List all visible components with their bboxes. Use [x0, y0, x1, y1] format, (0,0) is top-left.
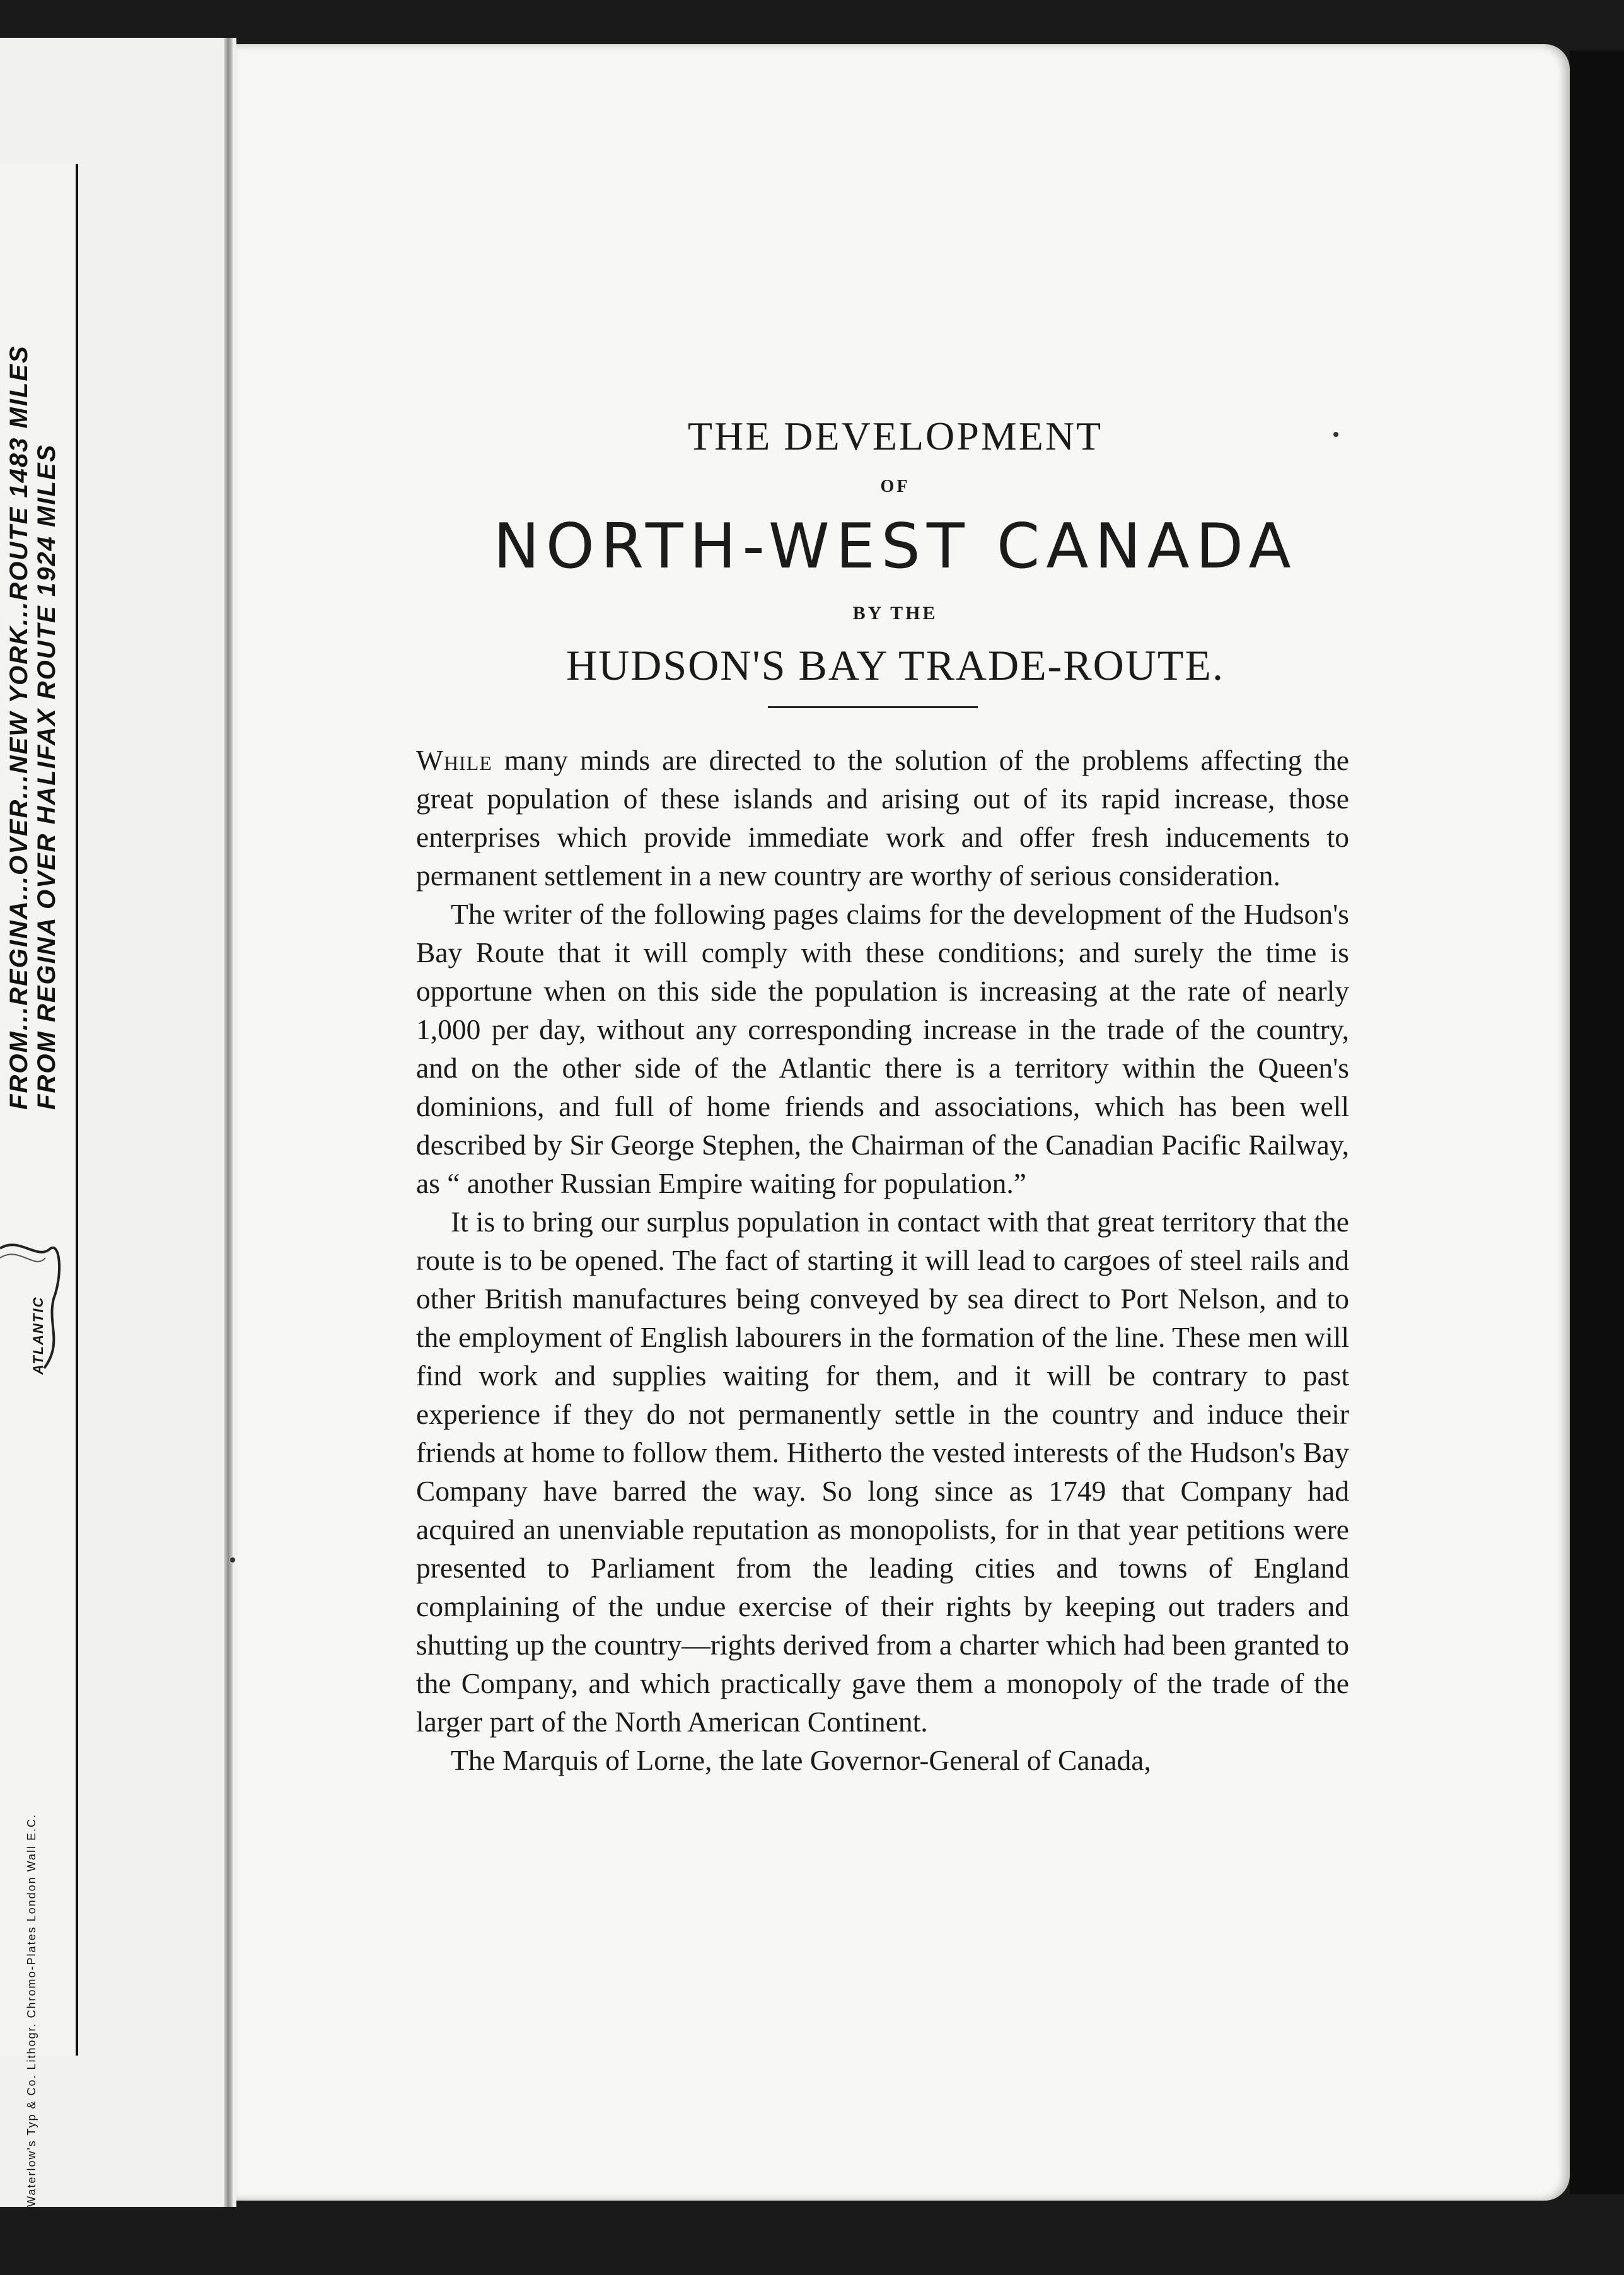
subtitle: HUDSON'S BAY TRADE-ROUTE. [566, 641, 1224, 689]
paragraph-1 [416, 741, 1349, 895]
paragraph-1-text: many minds are directed to the solution of the problems affecting the great population of these islands and arising out of its rapid increase, those enterprises which provide immediate work and offer fresh inducements to permanent settlement in a new country are worthy of serious consideration. [416, 744, 1349, 892]
lead-word: While [416, 744, 492, 776]
page-fold [224, 38, 233, 2207]
body-text [416, 741, 1349, 1779]
title-line-1: THE DEVELOPMENT [687, 414, 1103, 458]
speck [230, 1557, 235, 1562]
coastline-drawing [0, 1223, 69, 1375]
paragraph-4: The Marquis of Lorne, the late Governor-General of Canada, [451, 1744, 1151, 1776]
folded-map [0, 164, 78, 2207]
route-label-halifax: FROM REGINA OVER HALIFAX ROUTE 1924 MILES [33, 443, 61, 1110]
title-rule [768, 706, 978, 708]
title-line-2: OF [880, 477, 910, 496]
speck [1333, 432, 1338, 437]
paragraph-2: The writer of the following pages claims for the development of the Hudson's Bay Route that it will comply with these conditions; and surely the time is opportune when on this side the population is increasing at the rate of nearly 1,000 per day, without any corresponding increase in the trade of the country, and on the other side of the Atlantic there is a territory within the Queen's dominions, and full of home friends and associations, which has been well described by Sir George Stephen, the Chairman of the Canadian Pacific Railway, as “ another Russian Empire waiting for population.” [416, 898, 1349, 1199]
printer-credit: Waterlow's Typ & Co. Lithogr. Chromo-Plates London Wall E.C. [25, 1813, 38, 2207]
ocean-label: ATLANTIC [30, 1296, 46, 1375]
title-line-4: BY THE [852, 603, 938, 624]
route-label-new-york: FROM...REGINA...OVER...NEW YORK...ROUTE 1483 MILES [5, 345, 33, 1110]
title-main: NORTH-WEST CANADA [493, 511, 1297, 583]
adjoining-map-page [0, 38, 236, 2207]
document-page [236, 44, 1570, 2201]
paragraph-3: It is to bring our surplus population in contact with that great territory that the route is to be opened. The fact of starting it will lead to cargoes of steel rails and other British manufactures being conveyed by sea direct to Port Nelson, and to the employment of English labourers in the formation of the line. These men will find work and supplies waiting for them, and it will be contrary to past experience if they do not permanently settle in the country and induce their friends at home to follow them. Hitherto the vested interests of the Hudson's Bay Company have barred the way. So long since as 1749 that Company had acquired an unenviable reputation as monopolists, for in that year petitions were presented to Parliament from the leading cities and towns of England complaining of the undue exercise of their rights by keeping out traders and shutting up the country—rights derived from a charter which had been granted to the Company, and which practically gave them a monopoly of the trade of the larger part of the North American Continent. [416, 1206, 1349, 1738]
scan-edge [1570, 50, 1624, 2194]
